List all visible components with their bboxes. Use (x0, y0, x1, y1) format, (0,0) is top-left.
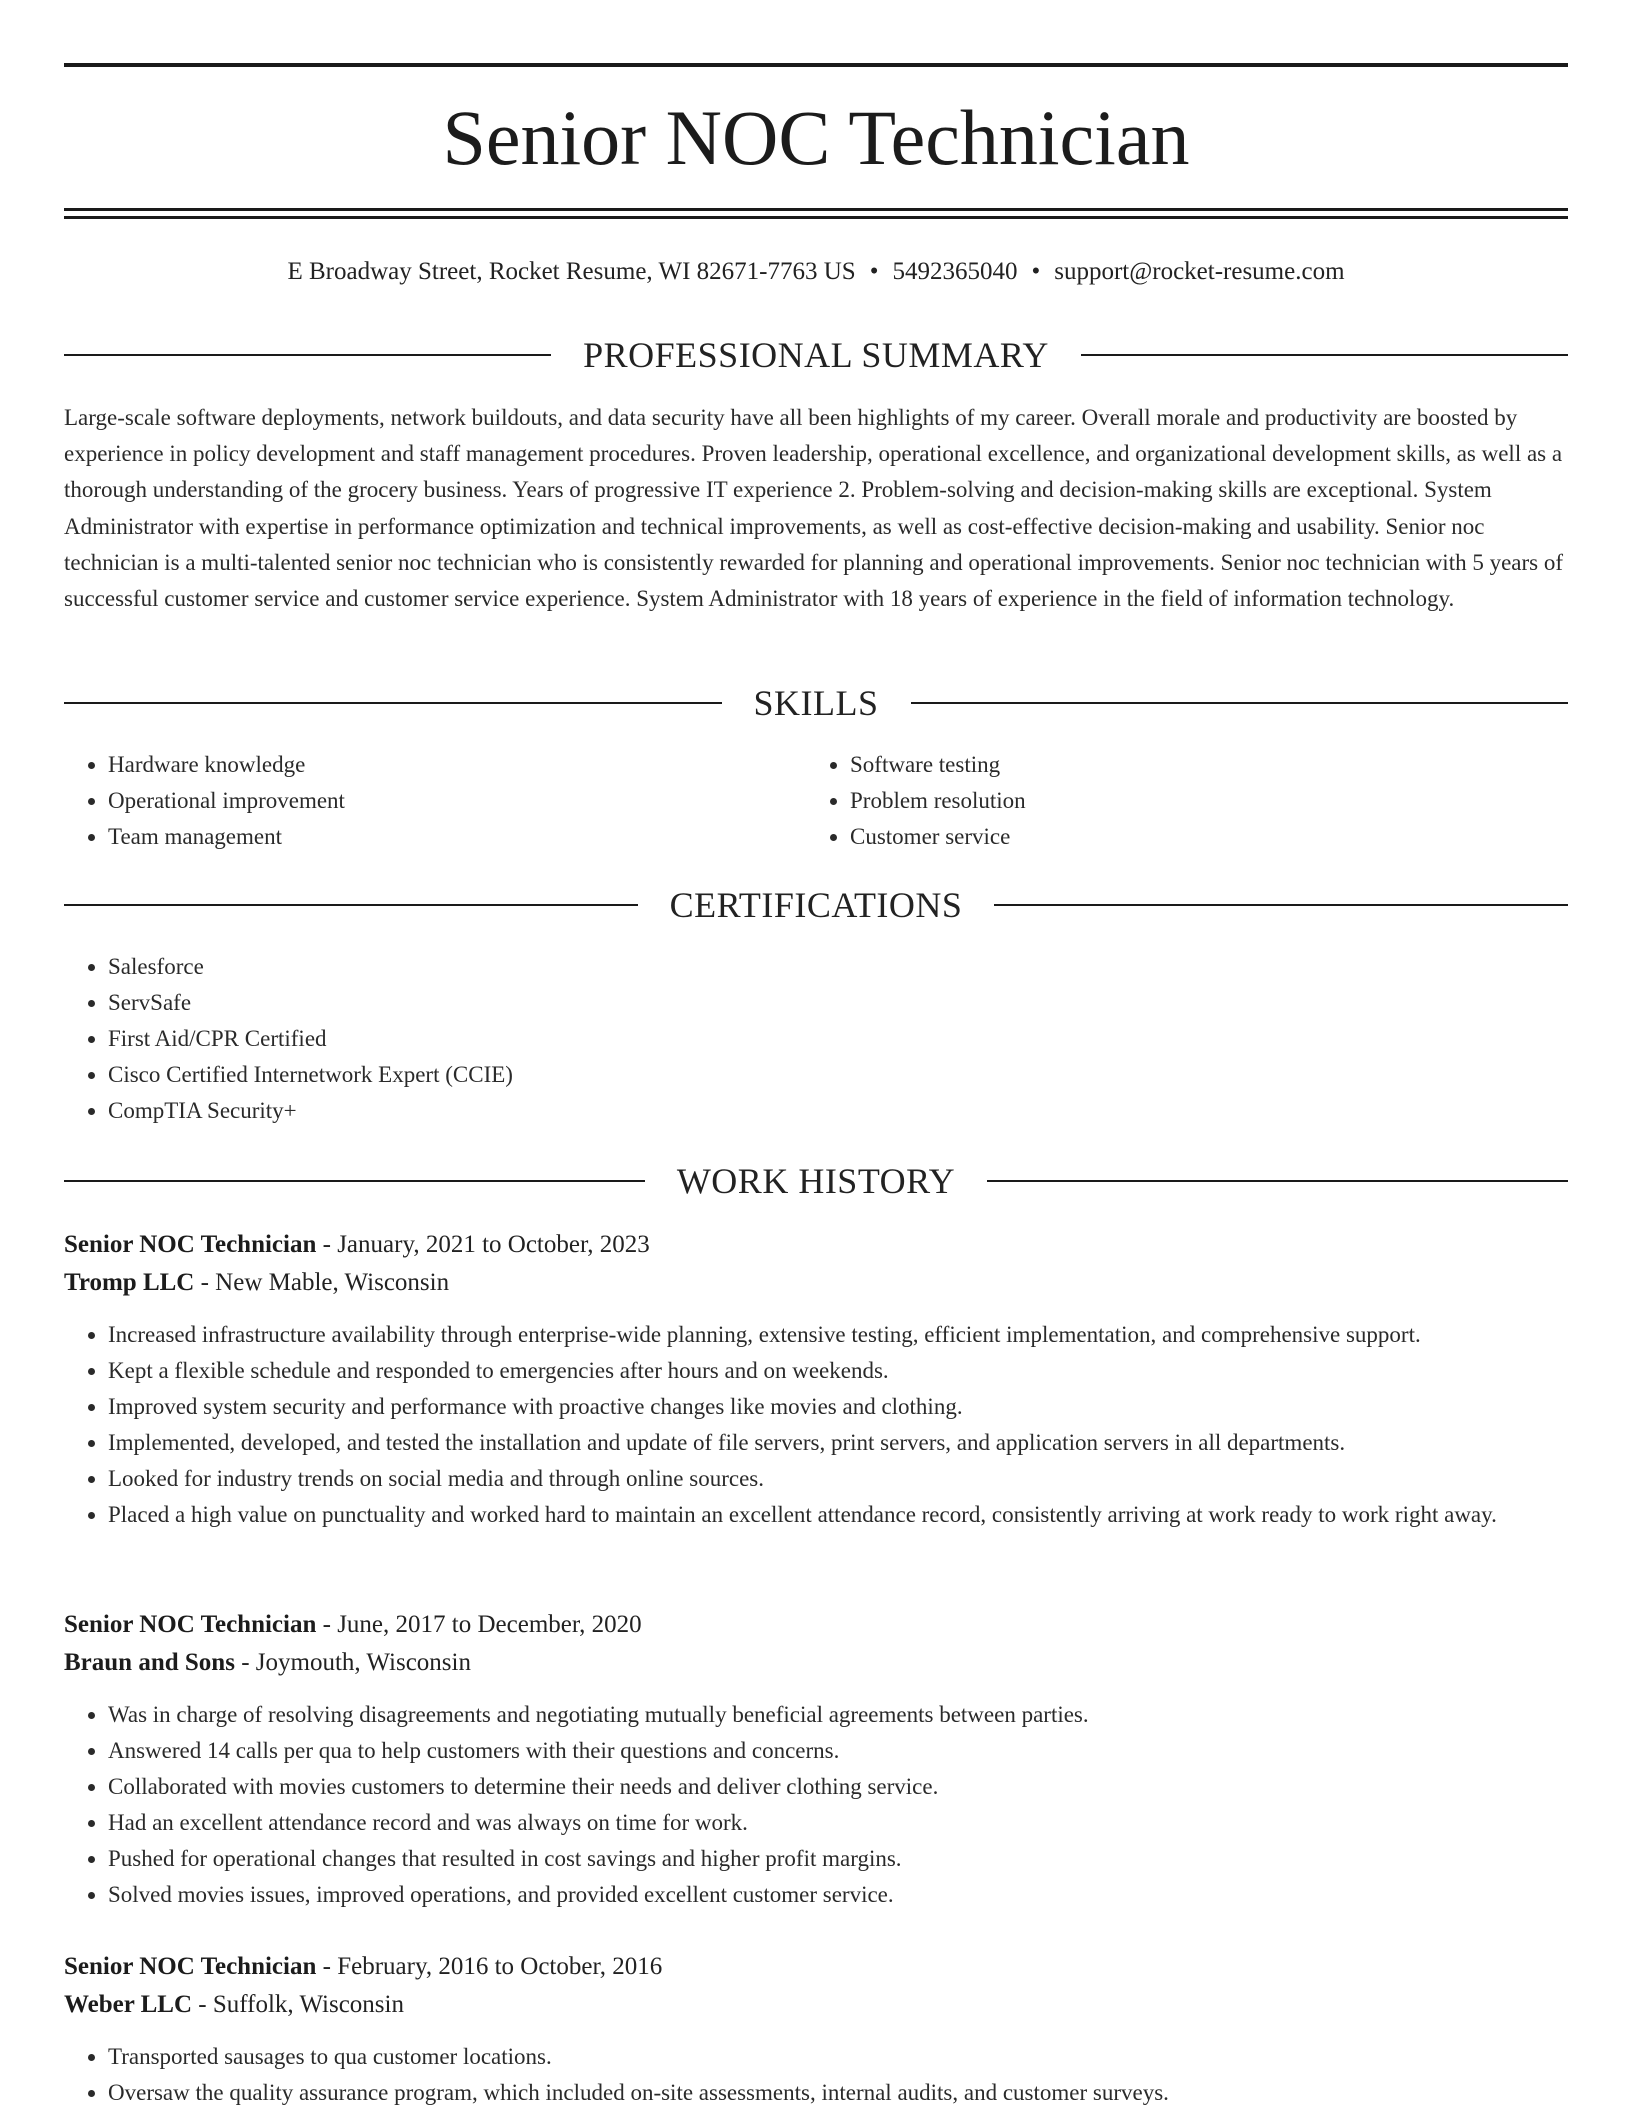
job-duty-item: • Placed a high value on punctuality and worked hard to maintain an excellent attendance record, consistently arriving at work ready to work right away. (108, 1497, 1568, 1533)
skill-item: • Hardware knowledge (108, 747, 806, 783)
header-top-rule (64, 63, 1568, 67)
section-rule-left (64, 702, 722, 704)
job-entry (64, 1226, 1568, 1533)
job-title-line (64, 1226, 1568, 1264)
section-header-work-history (64, 1159, 1568, 1203)
contact-email: support@rocket-resume.com (1054, 258, 1345, 285)
job-company-line (64, 1986, 1568, 2024)
section-rule-left (64, 354, 551, 356)
skill-item: • Problem resolution (850, 783, 1548, 819)
skill-item: • Software testing (850, 747, 1548, 783)
section-rule-left (64, 904, 638, 906)
job-duty-item: • Answered 14 calls per qua to help customers with their questions and concerns. (108, 1733, 1568, 1769)
job-company: Weber LLC (64, 1991, 193, 2018)
job-dates: - June, 2017 to December, 2020 (316, 1611, 642, 1638)
skill-item: • Team management (108, 819, 806, 855)
header-rule-upper (64, 208, 1568, 211)
skills-column-right (806, 747, 1548, 855)
job-title-line (64, 1948, 1568, 1986)
section-title-certifications: CERTIFICATIONS (669, 885, 963, 925)
summary-paragraph: Large-scale software deployments, network buildouts, and data security have all been highlights of my career. Overall morale and productivity are boosted by experience in policy development and staff management procedures. Proven leadership, operational excellence, and organizational development skills, as well as a thorough understanding of the grocery business. Years of progressive IT experience 2. Problem-solving and decision-making skills are exceptional. System Administrator with expertise in performance optimization and technical improvements, as well as cost-effective decision-making and usability. Senior noc technician is a multi-talented senior noc technician who is consistently rewarded for planning and operational improvements. Senior noc technician with 5 years of successful customer service and customer service experience. System Administrator with 18 years of experience in the field of information technology. (64, 405, 1564, 612)
job-company: Tromp LLC (64, 1269, 195, 1296)
job-duty-item: • Increased infrastructure availability through enterprise-wide planning, extensive testing, efficient implementation, and comprehensive support. (108, 1317, 1568, 1353)
job-company-line (64, 1264, 1568, 1302)
job-duty-item: • Collaborated with movies customers to determine their needs and deliver clothing service. (108, 1769, 1568, 1805)
section-title-skills: SKILLS (753, 683, 879, 723)
job-title: Senior NOC Technician (64, 1611, 317, 1638)
section-header-summary (64, 333, 1568, 377)
job-entry (64, 1948, 1568, 2111)
certification-item: • CompTIA Security+ (108, 1093, 1568, 1129)
section-title-summary: PROFESSIONAL SUMMARY (583, 335, 1049, 375)
job-title-line (64, 1606, 1568, 1644)
skill-item: • Operational improvement (108, 783, 806, 819)
job-duty-item: • Implemented, developed, and tested the installation and update of file servers, print servers, and application servers in all departments. (108, 1425, 1568, 1461)
job-duty-item: • Oversaw the quality assurance program, which included on-site assessments, internal audits, and customer surveys. (108, 2075, 1568, 2111)
job-duty-item: • Looked for industry trends on social media and through online sources. (108, 1461, 1568, 1497)
contact-separator: • (1031, 258, 1041, 285)
job-duties (64, 1697, 1568, 1913)
section-title-work-history: WORK HISTORY (676, 1161, 956, 1201)
job-duty-item: • Pushed for operational changes that resulted in cost savings and higher profit margins. (108, 1841, 1568, 1877)
job-duty-item: • Was in charge of resolving disagreements and negotiating mutually beneficial agreements between parties. (108, 1697, 1568, 1733)
job-company: Braun and Sons (64, 1649, 235, 1676)
section-header-certifications (64, 883, 1568, 927)
job-duty-item: • Transported sausages to qua customer locations. (108, 2039, 1568, 2075)
job-duties (64, 2039, 1568, 2111)
certification-item: • Salesforce (108, 949, 1568, 985)
contact-phone: 5492365040 (892, 258, 1018, 285)
job-duty-item: • Had an excellent attendance record and was always on time for work. (108, 1805, 1568, 1841)
skills-list (64, 747, 1568, 855)
job-location: - New Mable, Wisconsin (194, 1269, 450, 1296)
section-header-skills (64, 681, 1568, 725)
section-rule-right (994, 904, 1568, 906)
job-title: Senior NOC Technician (64, 1953, 317, 1980)
job-dates: - February, 2016 to October, 2016 (316, 1953, 663, 1980)
job-title: Senior NOC Technician (64, 1231, 317, 1258)
contact-address: E Broadway Street, Rocket Resume, WI 82671-7763 US (287, 258, 856, 285)
certifications-list (64, 949, 1568, 1129)
job-duty-item: • Solved movies issues, improved operations, and provided excellent customer service. (108, 1877, 1568, 1913)
resume-name: Senior NOC Technician (442, 94, 1190, 181)
section-rule-left (64, 1180, 645, 1182)
certification-item: • ServSafe (108, 985, 1568, 1021)
skill-item: • Customer service (850, 819, 1548, 855)
job-duty-item: • Improved system security and performance with proactive changes like movies and clothing. (108, 1389, 1568, 1425)
certification-item: • First Aid/CPR Certified (108, 1021, 1568, 1057)
job-location: - Joymouth, Wisconsin (234, 1649, 471, 1676)
contact-separator: • (869, 258, 879, 285)
section-rule-right (911, 702, 1569, 704)
section-rule-right (1081, 354, 1568, 356)
job-duties (64, 1317, 1568, 1533)
section-rule-right (987, 1180, 1568, 1182)
skills-column-left (64, 747, 806, 855)
job-duty-item: • Kept a flexible schedule and responded to emergencies after hours and on weekends. (108, 1353, 1568, 1389)
job-dates: - January, 2021 to October, 2023 (316, 1231, 650, 1258)
job-entry (64, 1606, 1568, 1913)
job-location: - Suffolk, Wisconsin (192, 1991, 404, 2018)
contact-line (64, 254, 1568, 290)
job-company-line (64, 1644, 1568, 1682)
certification-item: • Cisco Certified Internetwork Expert (CCIE) (108, 1057, 1568, 1093)
header-rule-lower (64, 216, 1568, 219)
